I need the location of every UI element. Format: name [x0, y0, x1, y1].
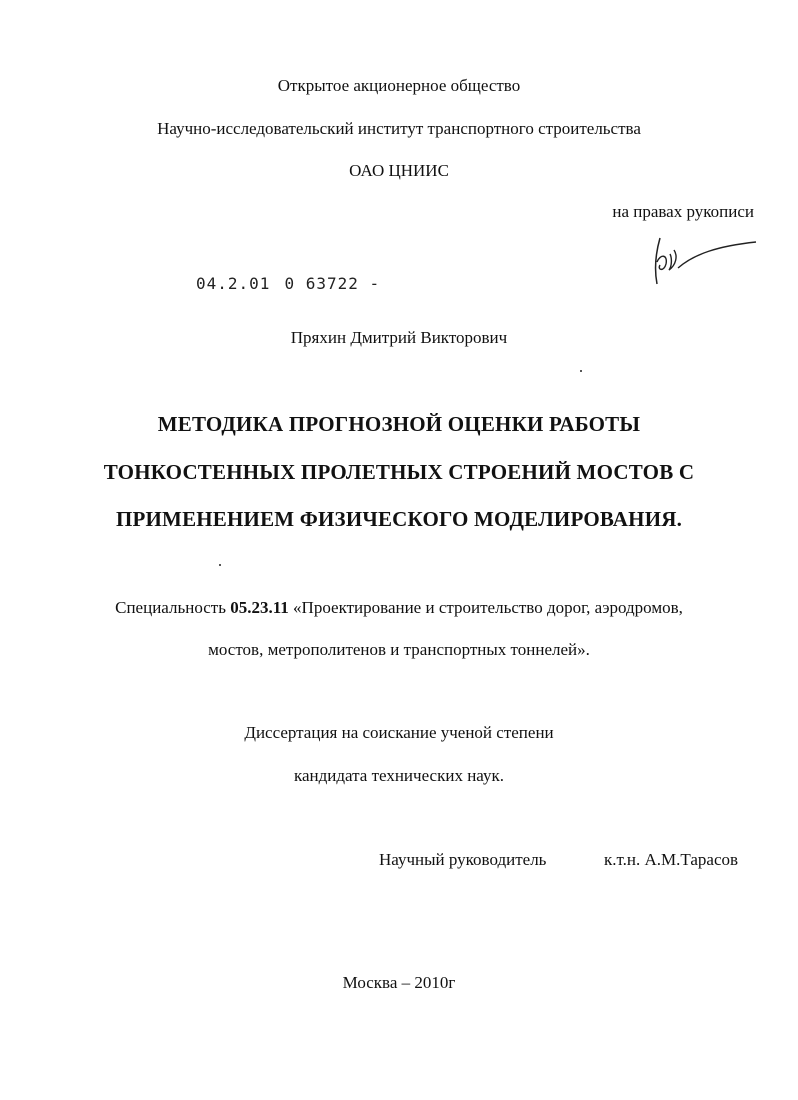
supervisor-name: к.т.н. А.М.Тарасов — [604, 850, 739, 869]
stamp-part-2: 0 63722 - — [284, 274, 381, 293]
speck-mark — [219, 564, 221, 566]
specialty-code: 05.23.11 — [230, 598, 289, 617]
degree-line-1: Диссертация на соискание ученой степени — [244, 723, 554, 742]
org-short-name: ОАО ЦНИИС — [349, 161, 449, 180]
author-name: Пряхин Дмитрий Викторович — [290, 328, 508, 347]
org-name-line-2: Научно-исследовательский институт транспортного строительства — [157, 119, 641, 138]
title-line-1: МЕТОДИКА ПРОГНОЗНОЙ ОЦЕНКИ РАБОТЫ — [157, 412, 641, 436]
title-line-2: ТОНКОСТЕННЫХ ПРОЛЕТНЫХ СТРОЕНИЙ МОСТОВ С — [103, 460, 695, 484]
org-name-line-1: Открытое акционерное общество — [277, 76, 521, 95]
stamp-part-1: 04.2.01 — [196, 274, 271, 293]
archive-stamp — [196, 274, 380, 293]
specialty-prefix: Специальность — [115, 598, 226, 617]
city-year: Москва – 2010г — [342, 973, 456, 992]
signature-icon — [648, 232, 760, 292]
specialty-line-1 — [0, 598, 798, 618]
degree-line-2: кандидата технических наук. — [294, 766, 504, 785]
speck-mark — [580, 370, 582, 372]
specialty-line-2: мостов, метрополитенов и транспортных тоннелей». — [208, 640, 590, 659]
supervisor-label: Научный руководитель — [379, 850, 547, 869]
specialty-name-part-1: «Проектирование и строительство дорог, аэродромов, — [293, 598, 683, 617]
title-line-3: ПРИМЕНЕНИЕМ ФИЗИЧЕСКОГО МОДЕЛИРОВАНИЯ. — [115, 507, 683, 531]
manuscript-note: на правах рукописи — [612, 202, 754, 221]
